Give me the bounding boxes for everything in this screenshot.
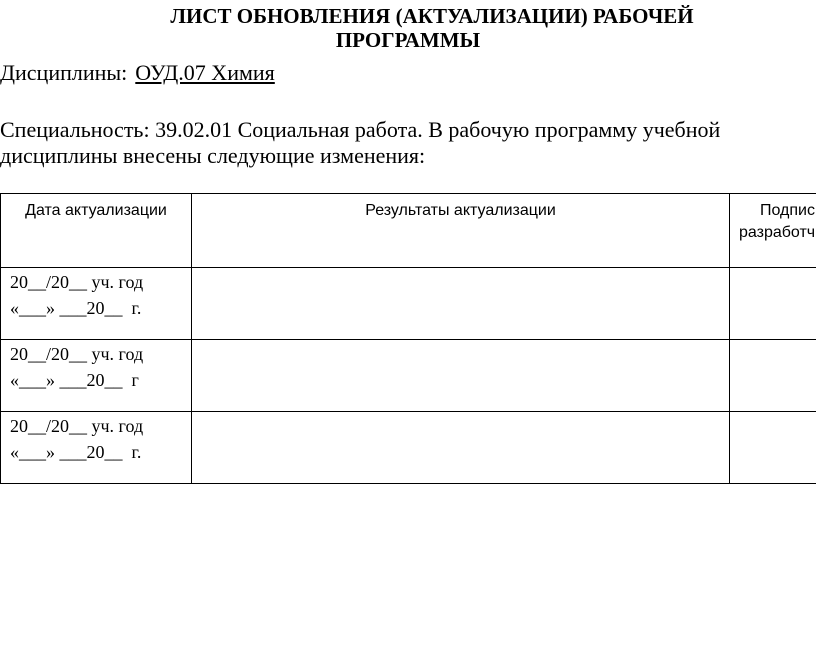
document-title (0, 4, 816, 52)
row-date-cell (1, 340, 192, 412)
discipline-line (0, 60, 275, 86)
update-table (0, 193, 816, 484)
specialty-line-2: дисциплины внесены следующие изменения: (0, 143, 426, 168)
table-row (1, 412, 816, 484)
row-year: 20__/20__ уч. год (10, 272, 144, 292)
discipline-value: ОУД.07 Химия (135, 60, 275, 85)
header-date-label: Дата актуализации (25, 202, 167, 219)
header-signature-line-2: разработч (739, 224, 816, 241)
row-date: «___» ___20__ г. (10, 298, 142, 318)
row-year: 20__/20__ уч. год (10, 344, 144, 364)
row-results-cell (192, 268, 730, 340)
table-header-row (1, 194, 816, 268)
header-signature-line-1: Подпис (760, 202, 815, 219)
specialty-paragraph (0, 117, 816, 169)
table-row (1, 268, 816, 340)
row-signature-cell (730, 412, 816, 484)
row-date-cell (1, 412, 192, 484)
header-results-label: Результаты актуализации (365, 202, 556, 219)
document-title-line-2: ПРОГРАММЫ (335, 28, 481, 52)
row-results-cell (192, 412, 730, 484)
document-title-line-1: ЛИСТ ОБНОВЛЕНИЯ (АКТУАЛИЗАЦИИ) РАБОЧЕЙ (170, 4, 694, 28)
header-date (1, 194, 192, 268)
discipline-label: Дисциплины: (0, 60, 128, 85)
row-results-cell (192, 340, 730, 412)
row-date-cell (1, 268, 192, 340)
row-year: 20__/20__ уч. год (10, 416, 144, 436)
header-signature (730, 194, 816, 268)
table-row (1, 340, 816, 412)
row-date: «___» ___20__ г. (10, 442, 142, 462)
row-signature-cell (730, 268, 816, 340)
header-results (192, 194, 730, 268)
row-signature-cell (730, 340, 816, 412)
specialty-line-1: Специальность: 39.02.01 Социальная работа. В рабочую программу учебной (0, 117, 721, 142)
row-date: «___» ___20__ г (10, 370, 139, 390)
